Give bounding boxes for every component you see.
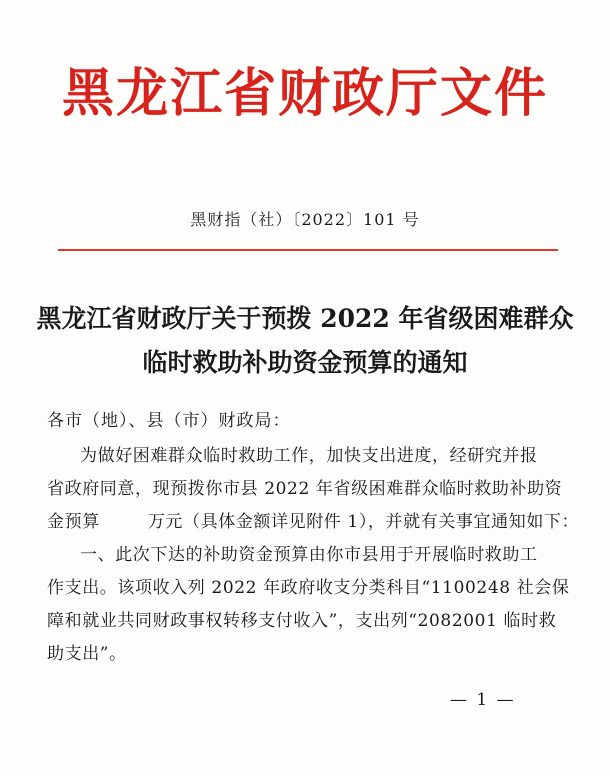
- paragraph-1-line-1: 为做好困难群众临时救助工作，加快支出进度，经研究并报: [80, 446, 538, 466]
- paragraph-2-line-2: 作支出。该项收入列 2022 年政府收支分类科目“1100248 社会保: [47, 578, 570, 598]
- paragraph-2-line-3: 障和就业共同财政事权转移支付收入”，支出列“2082001 临时救: [47, 611, 557, 631]
- paragraph-1-line-3-part-a: 金预算: [47, 512, 100, 532]
- document-title-line-2: 临时救助补助资金预算的通知: [142, 348, 468, 377]
- paragraph-1-line-3: [47, 506, 580, 539]
- document-title: [0, 297, 610, 385]
- addressee: 各市（地）、县（市）财政局：: [47, 411, 291, 431]
- paragraph-2-line-4: 助支出”。: [47, 644, 127, 664]
- page-number: — 1 —: [450, 690, 516, 710]
- document-body: [47, 440, 580, 671]
- paragraph-1-line-2: 省政府同意，现预拨你市县 2022 年省级困难群众临时救助补助资: [47, 479, 563, 499]
- paragraph-1-line-3-part-b: 万元（具体金额详见附件 1），并就有关事宜通知如下：: [147, 512, 580, 532]
- document-title-line-1: 黑龙江省财政厅关于预拨 2022 年省级困难群众: [36, 304, 574, 333]
- document-header-title: 黑龙江省财政厅文件: [61, 64, 548, 124]
- paragraph-2-line-1: 一、此次下达的补助资金预算由你市县用于开展临时救助工: [80, 545, 538, 565]
- red-separator-line: [58, 249, 558, 251]
- document-number: 黑财指（社）〔2022〕101 号: [190, 210, 420, 229]
